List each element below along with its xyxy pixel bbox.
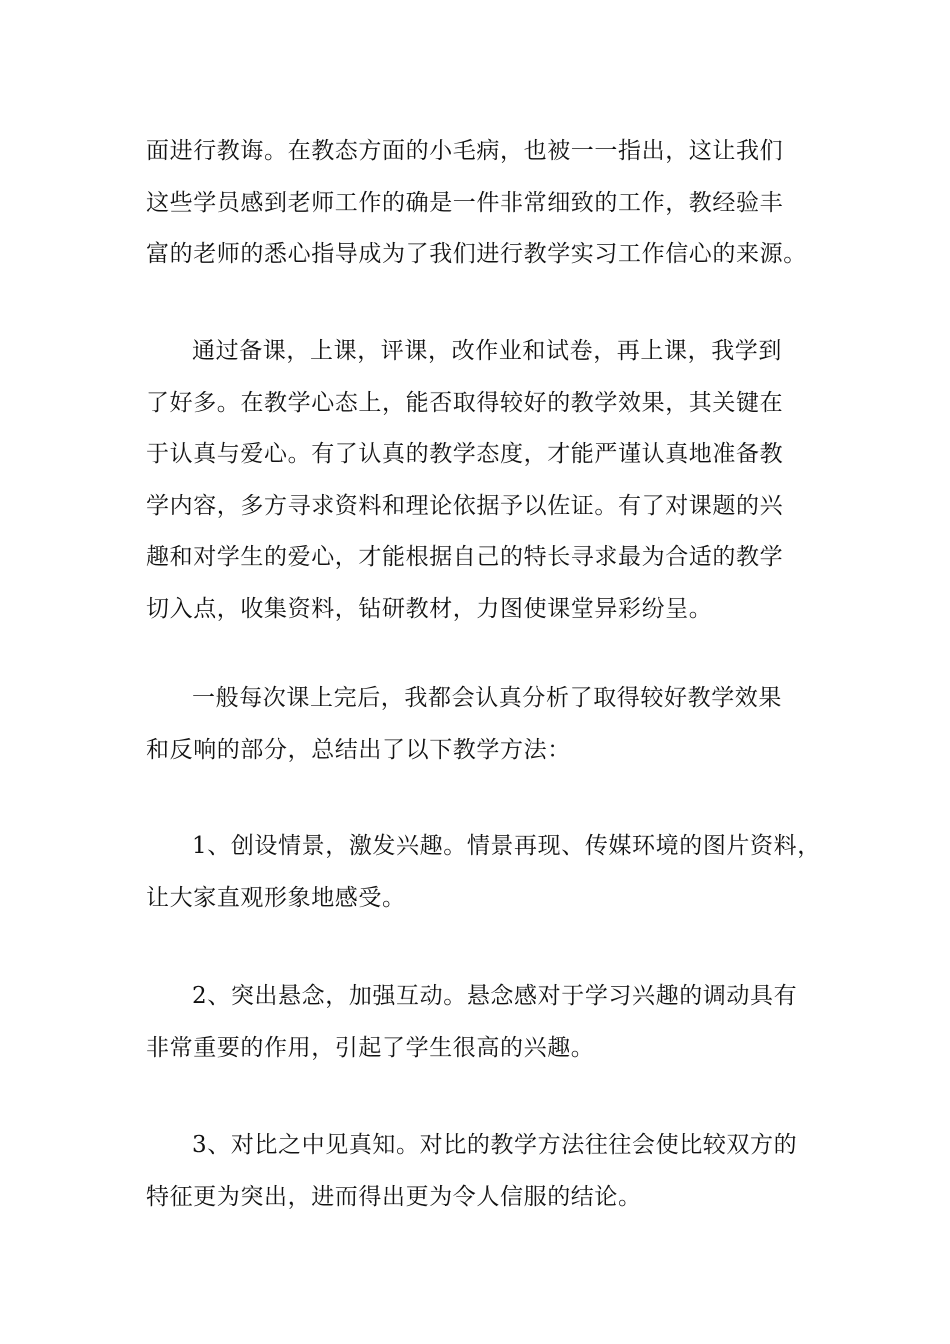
paragraph-line: 切入点，收集资料，钻研教材，力图使课堂异彩纷呈。 (146, 595, 713, 622)
paragraph-line: 了好多。在教学心态上，能否取得较好的教学效果，其关键在 (146, 389, 784, 416)
paragraph-line: 学内容，多方寻求资料和理论依据予以佐证。有了对课题的兴 (146, 492, 784, 519)
paragraph-1 (146, 126, 826, 281)
paragraph-line: 非常重要的作用，引起了学生很高的兴趣。 (146, 1034, 595, 1061)
paragraph-line: 于认真与爱心。有了认真的教学态度，才能严谨认真地准备教 (146, 441, 784, 467)
paragraph-line: 2、突出悬念，加强互动。悬念感对于学习兴趣的调动具有 (192, 983, 798, 1009)
paragraph-line: 富的老师的悉心指导成为了我们进行教学实习工作信心的来源。 (146, 241, 807, 267)
paragraph-line: 趣和对学生的爱心，才能根据自己的特长寻求最为合适的教学 (146, 544, 784, 570)
paragraph-line: 这些学员感到老师工作的确是一件非常细致的工作，教经验丰 (146, 189, 784, 216)
paragraph-line: 3、对比之中见真知。对比的教学方法往往会使比较双方的 (192, 1132, 798, 1158)
paragraph-3 (146, 673, 826, 776)
paragraph-line: 面进行教诲。在教态方面的小毛病，也被一一指出，这让我们 (146, 138, 784, 164)
paragraph-6 (146, 1120, 826, 1223)
paragraph-4 (146, 821, 826, 924)
paragraph-line: 和反响的部分，总结出了以下教学方法： (146, 736, 571, 763)
paragraph-line: 1、创设情景，激发兴趣。情景再现、传媒环境的图片资料， (192, 833, 821, 859)
paragraph-line: 一般每次课上完后，我都会认真分析了取得较好教学效果 (192, 685, 782, 711)
paragraph-line: 让大家直观形象地感受。 (146, 884, 406, 911)
paragraph-2 (146, 326, 826, 635)
paragraph-line: 通过备课，上课，评课，改作业和试卷，再上课，我学到 (192, 338, 782, 364)
paragraph-5 (146, 971, 826, 1074)
paragraph-line: 特征更为突出，进而得出更为令人信服的结论。 (146, 1183, 642, 1210)
